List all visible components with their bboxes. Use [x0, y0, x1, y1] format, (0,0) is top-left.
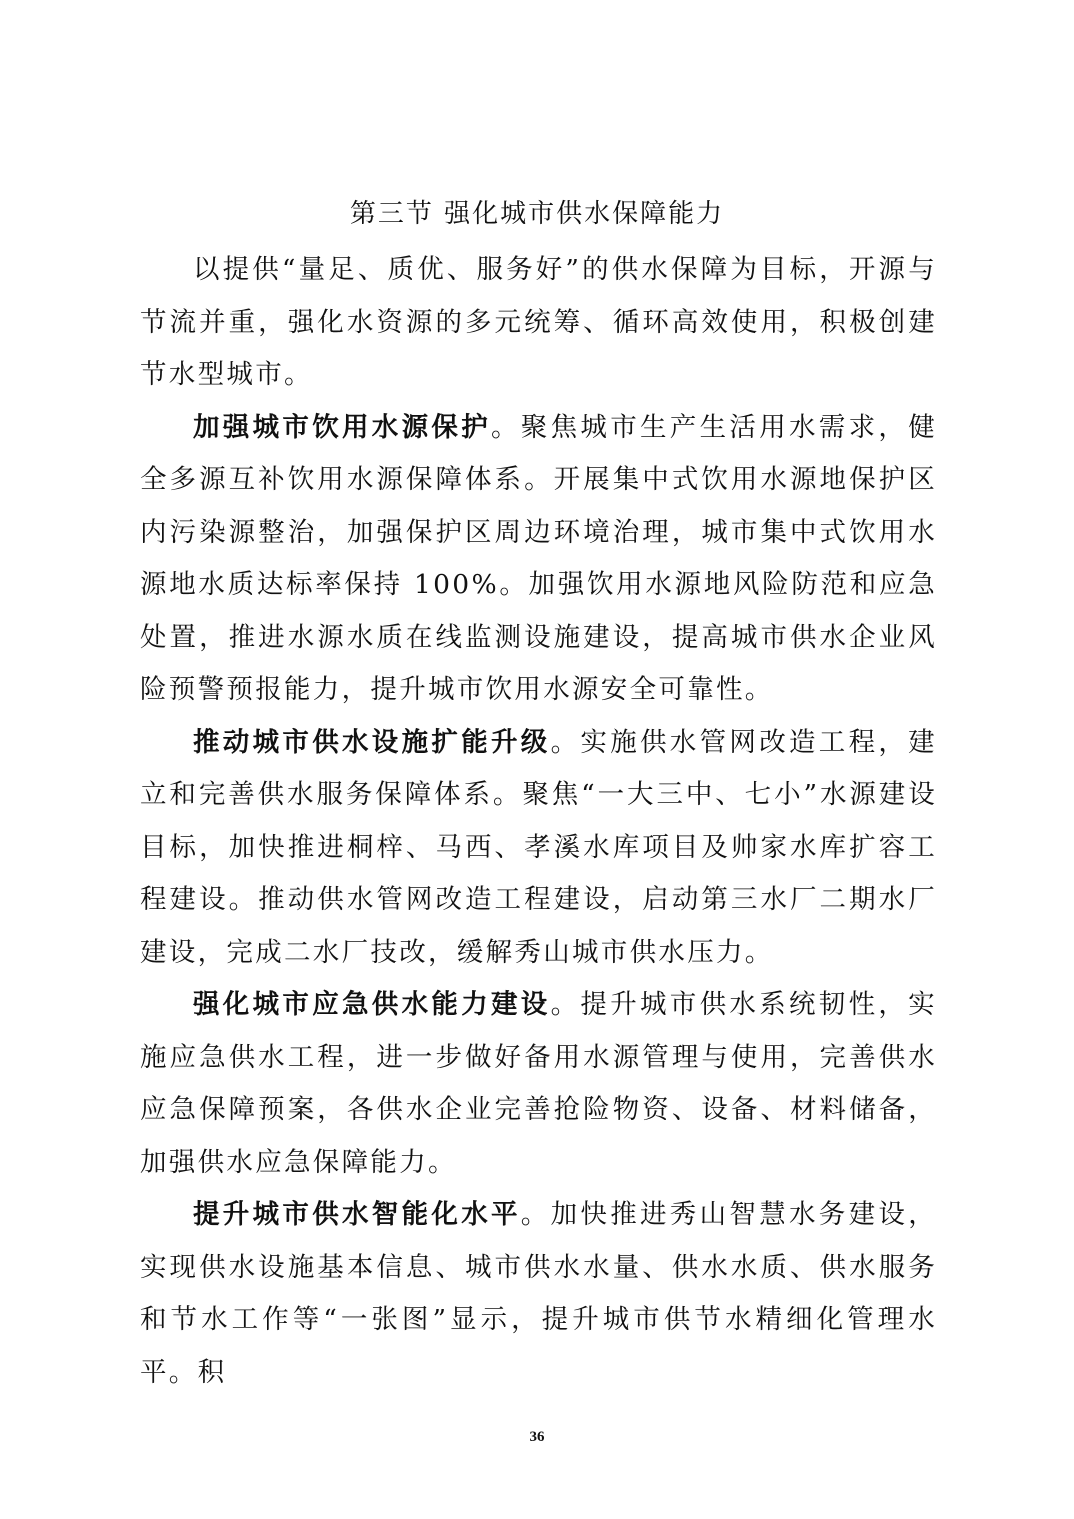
- paragraph-heading: 加强城市饮用水源保护: [193, 411, 491, 443]
- paragraph-heading: 提升城市供水智能化水平: [193, 1199, 521, 1230]
- paragraph-heading: 强化城市应急供水能力建设: [193, 989, 551, 1020]
- paragraph-heading: 推动城市供水设施扩能升级: [193, 726, 551, 758]
- paragraph-text: 。聚焦城市生产生活用水需求，健全多源互补饮用水源保障体系。开展集中式饮用水源地保护区内污染源整治，加强保护区周边环境治理，城市集中式饮用水源地水质达标率保持 100%。加强饮用水源地风险防范和应急处置，推进水源水质在线监测设施建设，提高城市供水企业风险预警预报能力，提升城市饮用水源安全可靠性。: [140, 411, 937, 705]
- paragraph-emergency-supply: [140, 979, 937, 1189]
- paragraph-intro: [140, 244, 937, 402]
- section-title: 第三节 强化城市供水保障能力: [349, 199, 725, 229]
- paragraph-smart-water: [140, 1189, 937, 1399]
- paragraph-text: 。提升城市供水系统韧性，实施应急供水工程，进一步做好备用水源管理与使用，完善供水应急保障预案，各供水企业完善抢险物资、设备、材料储备，加强供水应急保障能力。: [140, 989, 937, 1178]
- paragraph-text: 。实施供水管网改造工程，建立和完善供水服务保障体系。聚焦“一大三中、七小”水源建设目标，加快推进桐梓、马西、孝溪水库项目及帅家水库扩容工程建设。推动供水管网改造工程建设，启动第三水厂二期水厂建设，完成二水厂技改，缓解秀山城市供水压力。: [140, 726, 937, 968]
- paragraph-water-source-protection: [140, 402, 937, 717]
- page-number: 36: [529, 1429, 545, 1445]
- paragraph-text: 。加快推进秀山智慧水务建设，实现供水设施基本信息、城市供水水量、供水水质、供水服务和节水工作等“一张图”显示，提升城市供节水精细化管理水平。积: [140, 1199, 937, 1388]
- paragraph-text: 以提供“量足、质优、服务好”的供水保障为目标，开源与节流并重，强化水资源的多元统筹、循环高效使用，积极创建节水型城市。: [140, 254, 937, 390]
- paragraph-facility-upgrade: [140, 717, 937, 980]
- body-text: [140, 244, 937, 1399]
